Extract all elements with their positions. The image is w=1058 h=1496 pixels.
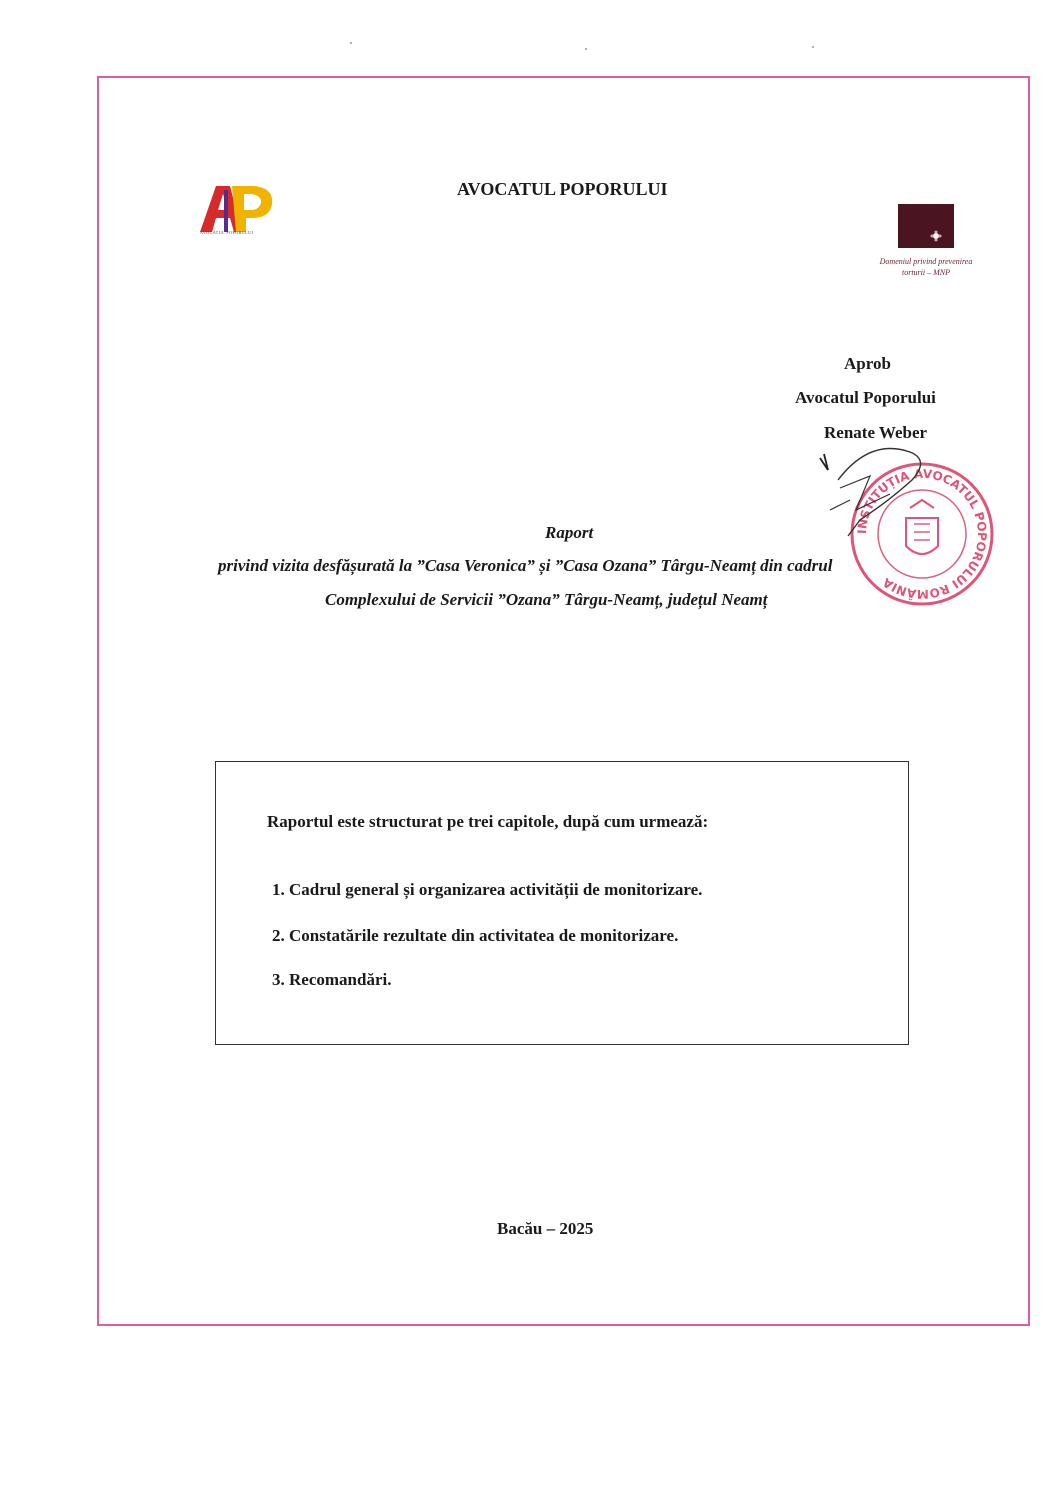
- approval-role: Avocatul Poporului: [795, 388, 936, 407]
- scan-speck: [585, 48, 587, 50]
- logo-caption: AVOCATUL POPORULUI: [200, 230, 254, 235]
- report-structure-box: [215, 761, 909, 1045]
- report-subtitle-line2: Complexului de Servicii ”Ozana” Târgu-Neamț, județul Neamț: [325, 590, 768, 609]
- mnp-logo: [898, 204, 954, 248]
- flower-icon: [898, 204, 954, 248]
- approval-name: Renate Weber: [824, 423, 928, 442]
- report-title: Raport: [545, 523, 594, 542]
- place-and-year: Bacău – 2025: [497, 1219, 594, 1238]
- institution-title: AVOCATUL POPORULUI: [457, 179, 668, 199]
- chapter-item: 3. Recomandări.: [272, 970, 392, 989]
- structure-intro: Raportul este structurat pe trei capitole, după cum urmează:: [267, 812, 709, 831]
- mnp-caption: Domeniul privind prevenirea torturii – MNP: [879, 257, 973, 277]
- report-subtitle-line1: privind vizita desfășurată la ”Casa Veronica” și ”Casa Ozana” Târgu-Neamț din cadrul: [218, 556, 833, 575]
- scan-speck: [350, 42, 352, 44]
- scan-speck: [812, 46, 814, 48]
- approval-label: Aprob: [844, 354, 891, 373]
- chapter-item: 1. Cadrul general și organizarea activității de monitorizare.: [272, 880, 703, 899]
- handwritten-signature: [800, 440, 940, 550]
- chapter-item: 2. Constatările rezultate din activitatea de monitorizare.: [272, 926, 679, 945]
- stamp-text: INSTITUȚIA AVOCATUL POPORULUI ROMÂNIA: [854, 466, 990, 602]
